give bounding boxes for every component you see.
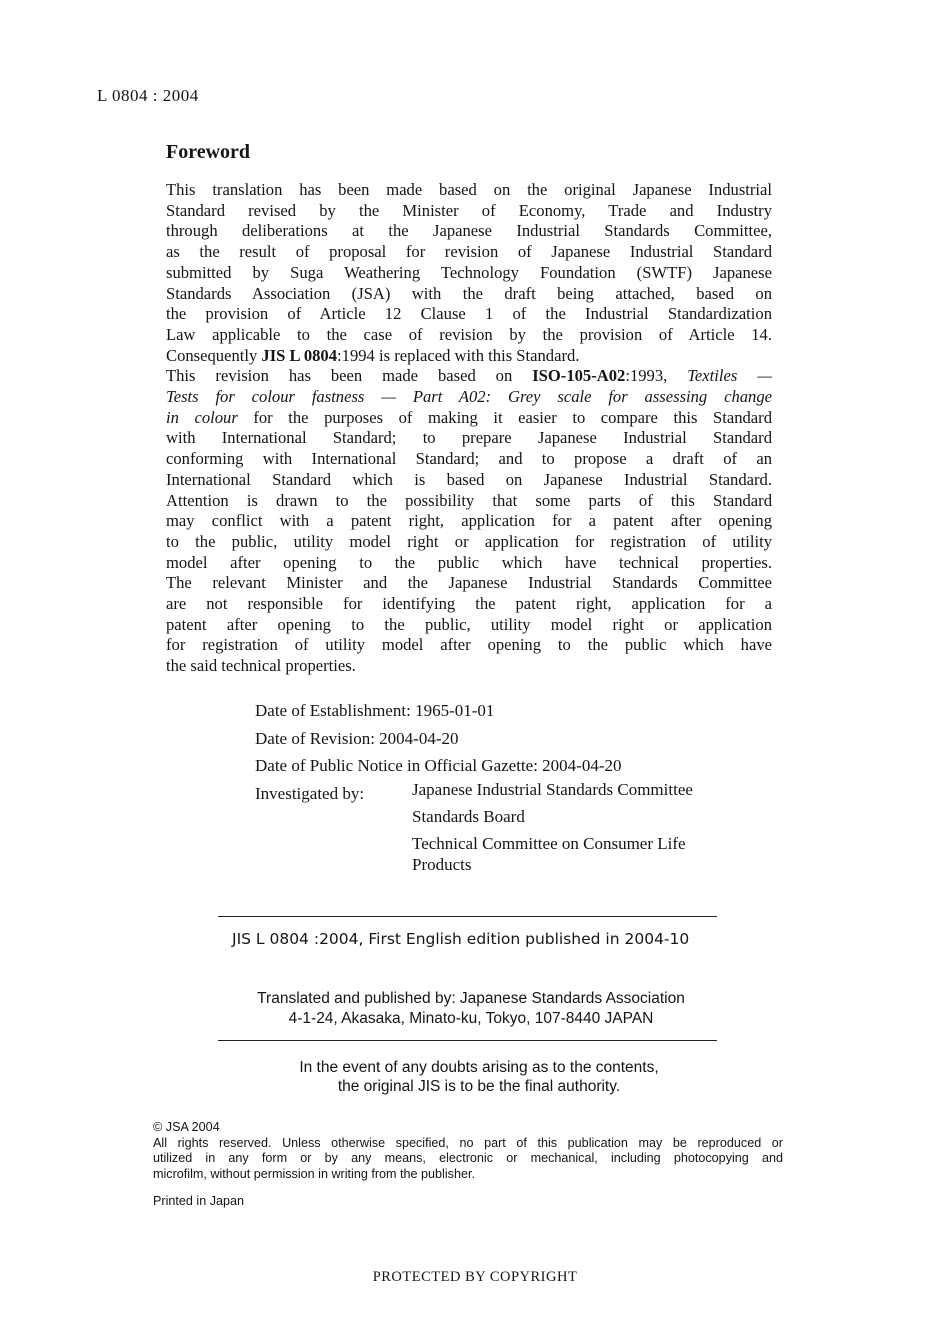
authority-line: the original JIS is to be the final authority.: [337, 1078, 621, 1095]
foreword-line: International Standard which is based on Japanese Industrial Standard.: [166, 469, 772, 489]
foreword-line: Standard revised by the Minister of Economy, Trade and Industry: [166, 200, 772, 220]
publisher-address: 4-1-24, Akasaka, Minato-ku, Tokyo, 107-8440 JAPAN: [288, 1010, 654, 1027]
investigator-line: Standards Board: [412, 807, 525, 826]
divider-top: [218, 916, 717, 917]
standard-title: in colour: [166, 407, 238, 427]
copyright-footer: PROTECTED BY COPYRIGHT: [372, 1269, 578, 1285]
rights-line: microfilm, without permission in writing from the publisher.: [153, 1166, 475, 1181]
foreword-line: This translation has been made based on the original Japanese Industrial: [166, 180, 772, 199]
foreword-line: [166, 387, 772, 408]
foreword-line: in colour for the purposes of making it easier to compare this Standard: [166, 407, 772, 427]
rights-line: All rights reserved. Unless otherwise specified, no part of this publication may be reproduced or: [153, 1135, 783, 1150]
standard-title: Tests for colour fastness — Part A02: Grey scale for assessing change: [166, 387, 772, 407]
foreword-line: conforming with International Standard; and to propose a draft of an: [166, 449, 772, 469]
establishment-date-row: [255, 697, 622, 725]
copyright-line: © JSA 2004: [153, 1120, 220, 1134]
foreword-line: Consequently JIS L 0804:1994 is replaced with this Standard.: [166, 345, 580, 365]
foreword-line: submitted by Suga Weathering Technology Foundation (SWTF) Japanese: [166, 262, 772, 282]
standard-reference: JIS L 0804: [261, 345, 338, 365]
foreword-line: to the public, utility model right or application for registration of utility: [166, 531, 772, 551]
authority-line: In the event of any doubts arising as to the contents,: [299, 1059, 659, 1076]
investigator-line: Japanese Industrial Standards Committee: [412, 780, 693, 799]
foreword-line: The relevant Minister and the Japanese Industrial Standards Committee: [166, 573, 772, 593]
foreword-body: [166, 180, 772, 677]
revision-date-value: 2004-04-20: [379, 728, 459, 748]
establishment-date-label: Date of Establishment:: [255, 701, 411, 720]
gazette-date-label: Date of Public Notice in Official Gazette:: [255, 756, 538, 775]
foreword-line: This revision has been made based on ISO-105-A02:1993, Textiles —: [166, 366, 772, 386]
foreword-heading: Foreword: [166, 141, 251, 163]
foreword-line: with International Standard; to prepare Japanese Industrial Standard: [166, 428, 772, 448]
foreword-line: the provision of Article 12 Clause 1 of the Industrial Standardization: [166, 304, 772, 324]
page-identifier: L 0804 : 2004: [97, 86, 199, 105]
foreword-line: patent after opening to the public, utility model right or application: [166, 614, 772, 634]
publisher-info: [225, 989, 717, 1029]
investigators-list: [412, 779, 693, 875]
gazette-date-value: 2004-04-20: [542, 756, 622, 775]
edition-note: JIS L 0804 :2004, First English edition published in 2004-10: [232, 930, 690, 948]
investigator-line: Technical Committee on Consumer Life: [412, 834, 686, 853]
foreword-line: may conflict with a patent right, application for a patent after opening: [166, 511, 772, 531]
foreword-line: Standards Association (JSA) with the draft being attached, based on: [166, 283, 772, 303]
standard-reference: ISO-105-A02: [532, 366, 626, 386]
foreword-line: Attention is drawn to the possibility that some parts of this Standard: [166, 490, 772, 510]
investigated-label: Investigated by:: [255, 783, 365, 803]
foreword-line: as the result of proposal for revision of Japanese Industrial Standard: [166, 242, 772, 262]
foreword-line: model after opening to the public which have technical properties.: [166, 552, 772, 572]
investigator-line: Products: [412, 855, 472, 874]
printed-in: Printed in Japan: [153, 1194, 245, 1208]
copyright-notice: [153, 1120, 783, 1182]
authority-notice: [240, 1058, 718, 1096]
foreword-line: through deliberations at the Japanese Industrial Standards Committee,: [166, 221, 772, 241]
revision-date-label: Date of Revision:: [255, 728, 375, 748]
standard-title: Textiles —: [687, 366, 772, 386]
rights-line: utilized in any form or by any means, electronic or mechanical, including photocopying and: [153, 1151, 783, 1165]
publisher-line: Translated and published by: Japanese Standards Association: [257, 990, 685, 1007]
foreword-line: for registration of utility model after opening to the public which have: [166, 635, 772, 655]
revision-date-row: [255, 725, 622, 753]
foreword-line: Law applicable to the case of revision by the provision of Article 14.: [166, 324, 772, 344]
foreword-line: are not responsible for identifying the patent right, application for a: [166, 594, 772, 614]
foreword-line: the said technical properties.: [166, 656, 356, 676]
establishment-date-value: 1965-01-01: [415, 701, 495, 720]
gazette-date-row: [255, 752, 622, 780]
divider-bottom: [218, 1040, 717, 1041]
